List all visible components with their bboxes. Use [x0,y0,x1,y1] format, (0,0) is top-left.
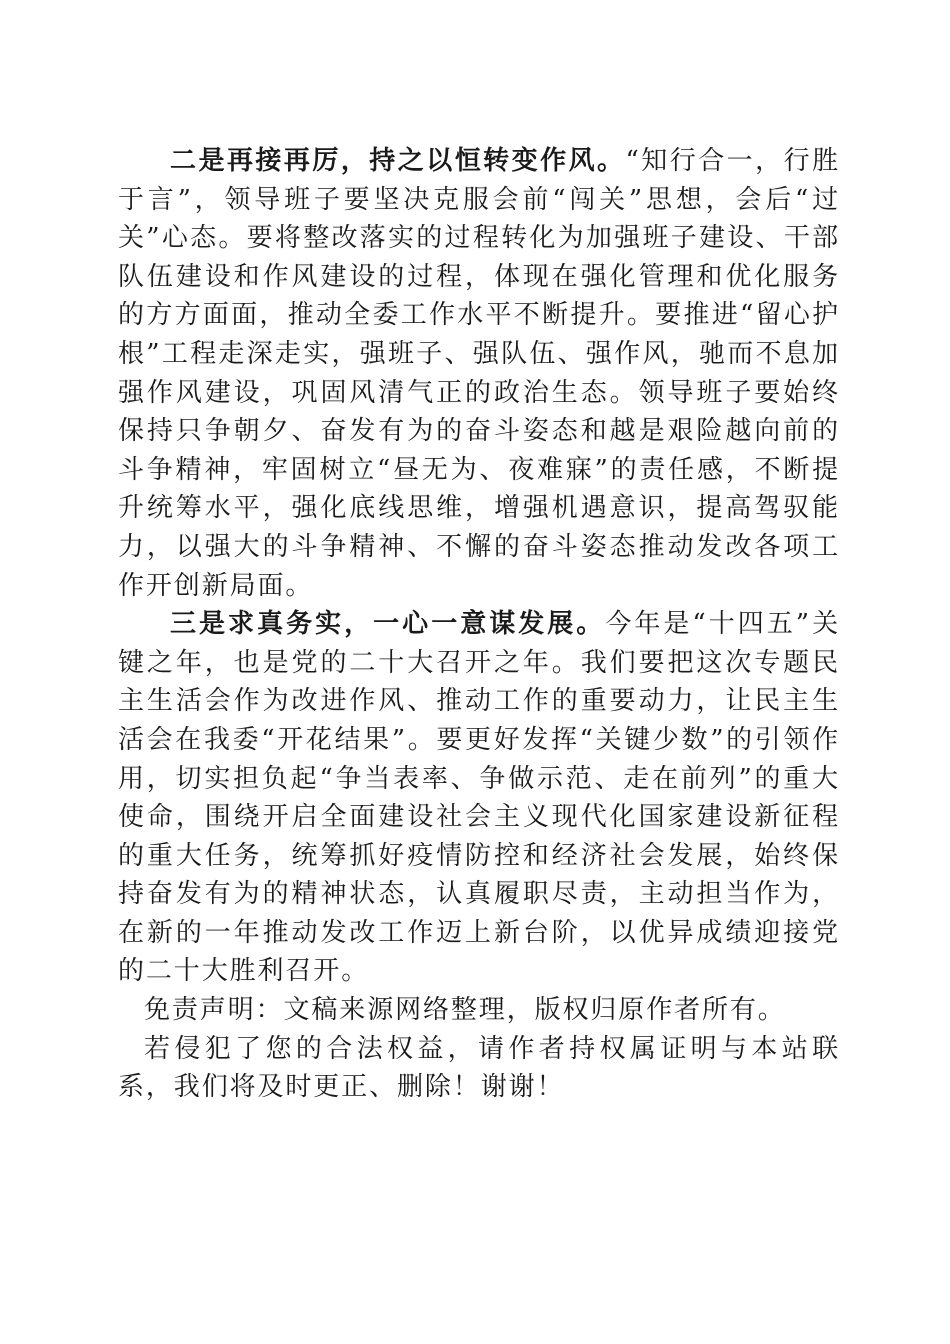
paragraph-lead: 三是求真务实，一心一意谋发展。 [170,609,606,640]
paragraph-body: 今年是“十四五”关键之年，也是党的二十大召开之年。我们要把这次专题民主生活会作为改进作风、推动工作的重要动力，让民主生活会在我委“开花结果”。要更好发挥“关键少数”的引领作用，切实担负起“争当表率、争做示范、走在前列”的重大使命，围绕开启全面建设社会主义现代化国家建设新征程的重大任务，统筹抓好疫情防控和经济社会发展，始终保持奋发有为的精神状态，认真履职尽责，主动担当作为，在新的一年推动发改工作迈上新台阶，以优异成绩迎接党的二十大胜利召开。 [118,609,840,987]
paragraph-body: “知行合一，行胜于言”，领导班子要坚决克服会前“闯关”思想，会后“过关”心态。要将整改落实的过程转化为加强班子建设、干部队伍建设和作风建设的过程，体现在强化管理和优化服务的方方面面，推动全委工作水平不断提升。要推进“留心护根”工程走深走实，强班子、强队伍、强作风，驰而不息加强作风建设，巩固风清气正的政治生态。领导班子要始终保持只争朝夕、奋发有为的奋斗姿态和越是艰险越向前的斗争精神，牢固树立“昼无为、夜难寐”的责任感，不断提升统筹水平，强化底线思维，增强机遇意识，提高驾驭能力，以强大的斗争精神、不懈的奋斗姿态推动发改各项工作开创新局面。 [118,146,840,601]
paragraph-lead: 二是再接再厉，持之以恒转变作风。 [170,146,626,176]
contact-notice-text: 若侵犯了您的合法权益，请作者持权属证明与本站联系，我们将及时更正、删除！谢谢！ [118,1033,840,1103]
paragraph-development [118,605,840,991]
document-page [118,142,840,1107]
disclaimer-text: 免责声明：文稿来源网络整理，版权归原作者所有。 [144,995,786,1026]
paragraph-style-improvement [118,142,840,605]
